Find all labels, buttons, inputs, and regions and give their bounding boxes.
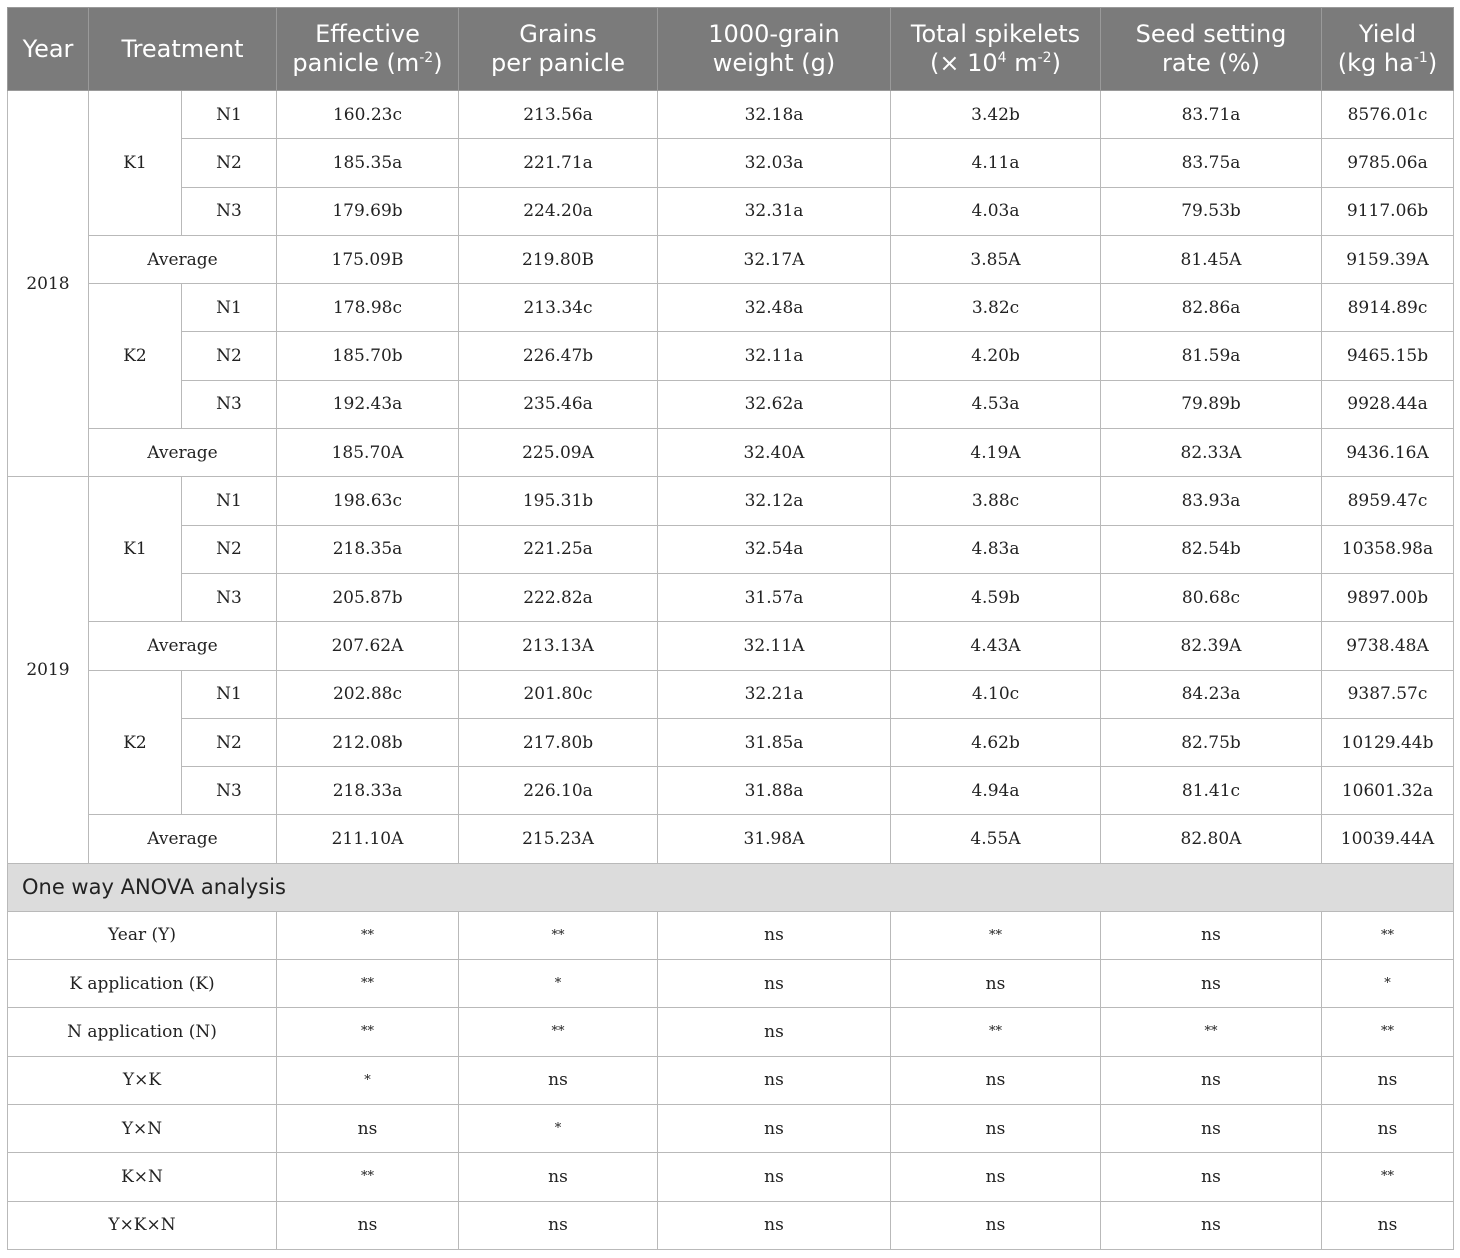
average-value-cell: 225.09A (459, 429, 658, 477)
header-year: Year (8, 8, 89, 91)
average-row (8, 815, 1454, 863)
table-row (8, 91, 1454, 139)
average-value-cell: 207.62A (277, 622, 459, 670)
value-cell: 213.34c (459, 284, 658, 332)
average-value-cell: 211.10A (277, 815, 459, 863)
value-cell: 32.12a (658, 477, 891, 525)
value-cell: 213.56a (459, 91, 658, 139)
value-cell: 4.03a (891, 187, 1101, 235)
table-row (8, 767, 1454, 815)
anova-significance-cell: ** (277, 911, 459, 959)
anova-significance-cell: ns (891, 1153, 1101, 1201)
value-cell: 3.88c (891, 477, 1101, 525)
average-label: Average (89, 235, 277, 283)
value-cell: 179.69b (277, 187, 459, 235)
value-cell: 3.82c (891, 284, 1101, 332)
average-row (8, 429, 1454, 477)
anova-row (8, 911, 1454, 959)
average-value-cell: 81.45A (1101, 235, 1322, 283)
anova-significance-cell: ns (658, 1201, 891, 1249)
n-level-cell: N2 (182, 525, 277, 573)
anova-significance-cell: ** (1322, 1153, 1454, 1201)
header-yield: Yield (kg $ha^{-1}$) (1322, 8, 1454, 91)
value-cell: 83.75a (1101, 139, 1322, 187)
value-cell: 226.47b (459, 332, 658, 380)
value-cell: 4.11a (891, 139, 1101, 187)
anova-significance-cell: ns (658, 1008, 891, 1056)
anova-significance-cell: ns (1101, 1056, 1322, 1104)
average-value-cell: 32.40A (658, 429, 891, 477)
table-header (8, 8, 1454, 91)
value-cell: 10129.44b (1322, 718, 1454, 766)
value-cell: 79.53b (1101, 187, 1322, 235)
value-cell: 10358.98a (1322, 525, 1454, 573)
anova-significance-cell: ns (1101, 1104, 1322, 1152)
average-value-cell: 4.43A (891, 622, 1101, 670)
average-value-cell: 3.85A (891, 235, 1101, 283)
value-cell: 81.59a (1101, 332, 1322, 380)
n-level-cell: N2 (182, 332, 277, 380)
value-cell: 4.94a (891, 767, 1101, 815)
value-cell: 4.62b (891, 718, 1101, 766)
header-effective-panicle: Effective panicle $(m^{-2})$ (277, 8, 459, 91)
anova-significance-cell: ns (1322, 1056, 1454, 1104)
n-level-cell: N3 (182, 767, 277, 815)
average-value-cell: 219.80B (459, 235, 658, 283)
value-cell: 224.20a (459, 187, 658, 235)
anova-row (8, 1153, 1454, 1201)
value-cell: 212.08b (277, 718, 459, 766)
year-cell: 2018 (8, 91, 89, 477)
n-level-cell: N3 (182, 573, 277, 621)
value-cell: 32.03a (658, 139, 891, 187)
k-level-cell: K2 (89, 670, 182, 815)
value-cell: 4.83a (891, 525, 1101, 573)
value-cell: 83.93a (1101, 477, 1322, 525)
table-row (8, 187, 1454, 235)
value-cell: 84.23a (1101, 670, 1322, 718)
anova-significance-cell: ns (658, 1104, 891, 1152)
value-cell: 32.11a (658, 332, 891, 380)
value-cell: 235.46a (459, 380, 658, 428)
average-value-cell: 185.70A (277, 429, 459, 477)
value-cell: 79.89b (1101, 380, 1322, 428)
value-cell: 9928.44a (1322, 380, 1454, 428)
value-cell: 82.75b (1101, 718, 1322, 766)
table-row (8, 670, 1454, 718)
n-level-cell: N1 (182, 284, 277, 332)
average-value-cell: 31.98A (658, 815, 891, 863)
anova-significance-cell: ns (277, 1104, 459, 1152)
table-row (8, 477, 1454, 525)
average-value-cell: 9738.48A (1322, 622, 1454, 670)
anova-row (8, 1008, 1454, 1056)
n-level-cell: N1 (182, 91, 277, 139)
anova-significance-cell: ns (277, 1201, 459, 1249)
table-row (8, 284, 1454, 332)
table-row (8, 525, 1454, 573)
average-value-cell: 32.11A (658, 622, 891, 670)
anova-significance-cell: * (459, 960, 658, 1008)
anova-factor-label: Y×K×N (8, 1201, 277, 1249)
value-cell: 4.53a (891, 380, 1101, 428)
anova-factor-label: Y×K (8, 1056, 277, 1104)
anova-significance-cell: ns (658, 960, 891, 1008)
average-value-cell: 215.23A (459, 815, 658, 863)
header-seed-setting-rate: Seed setting rate (%) (1101, 8, 1322, 91)
value-cell: 8914.89c (1322, 284, 1454, 332)
value-cell: 9387.57c (1322, 670, 1454, 718)
average-value-cell: 10039.44A (1322, 815, 1454, 863)
value-cell: 221.25a (459, 525, 658, 573)
value-cell: 3.42b (891, 91, 1101, 139)
value-cell: 192.43a (277, 380, 459, 428)
anova-significance-cell: ** (1322, 1008, 1454, 1056)
anova-significance-cell: ** (277, 960, 459, 1008)
average-label: Average (89, 815, 277, 863)
average-value-cell: 4.19A (891, 429, 1101, 477)
value-cell: 81.41c (1101, 767, 1322, 815)
average-row (8, 235, 1454, 283)
value-cell: 185.70b (277, 332, 459, 380)
anova-significance-cell: ns (891, 1104, 1101, 1152)
value-cell: 32.31a (658, 187, 891, 235)
average-value-cell: 9159.39A (1322, 235, 1454, 283)
anova-section-row (8, 863, 1454, 911)
anova-row (8, 1104, 1454, 1152)
average-label: Average (89, 622, 277, 670)
n-level-cell: N2 (182, 718, 277, 766)
value-cell: 226.10a (459, 767, 658, 815)
anova-significance-cell: ns (1101, 1153, 1322, 1201)
anova-significance-cell: * (277, 1056, 459, 1104)
average-value-cell: 82.80A (1101, 815, 1322, 863)
n-level-cell: N2 (182, 139, 277, 187)
anova-significance-cell: ns (1322, 1104, 1454, 1152)
value-cell: 217.80b (459, 718, 658, 766)
anova-significance-cell: ns (658, 911, 891, 959)
value-cell: 9465.15b (1322, 332, 1454, 380)
anova-row (8, 1056, 1454, 1104)
value-cell: 32.21a (658, 670, 891, 718)
value-cell: 9785.06a (1322, 139, 1454, 187)
value-cell: 4.20b (891, 332, 1101, 380)
anova-significance-cell: ** (1322, 911, 1454, 959)
average-value-cell: 32.17A (658, 235, 891, 283)
anova-significance-cell: ns (658, 1153, 891, 1201)
value-cell: 8576.01c (1322, 91, 1454, 139)
value-cell: 185.35a (277, 139, 459, 187)
value-cell: 195.31b (459, 477, 658, 525)
anova-factor-label: K×N (8, 1153, 277, 1201)
value-cell: 9897.00b (1322, 573, 1454, 621)
anova-significance-cell: ns (891, 1201, 1101, 1249)
value-cell: 202.88c (277, 670, 459, 718)
average-value-cell: 175.09B (277, 235, 459, 283)
average-value-cell: 213.13A (459, 622, 658, 670)
value-cell: 218.35a (277, 525, 459, 573)
table-row (8, 718, 1454, 766)
value-cell: 4.59b (891, 573, 1101, 621)
value-cell: 31.85a (658, 718, 891, 766)
header-grain-weight: 1000-grain weight (g) (658, 8, 891, 91)
value-cell: 205.87b (277, 573, 459, 621)
anova-significance-cell: * (1322, 960, 1454, 1008)
n-level-cell: N3 (182, 380, 277, 428)
average-value-cell: 9436.16A (1322, 429, 1454, 477)
header-total-spikelets: Total spikelets (× $10^4$ $m^{-2}$) (891, 8, 1101, 91)
anova-significance-cell: ns (891, 960, 1101, 1008)
anova-significance-cell: ns (1101, 911, 1322, 959)
anova-significance-cell: ** (277, 1153, 459, 1201)
value-cell: 32.62a (658, 380, 891, 428)
table-row (8, 573, 1454, 621)
value-cell: 4.10c (891, 670, 1101, 718)
k-level-cell: K1 (89, 477, 182, 622)
anova-row (8, 960, 1454, 1008)
anova-factor-label: N application (N) (8, 1008, 277, 1056)
anova-significance-cell: ** (891, 911, 1101, 959)
anova-row (8, 1201, 1454, 1249)
average-value-cell: 4.55A (891, 815, 1101, 863)
value-cell: 80.68c (1101, 573, 1322, 621)
anova-significance-cell: ns (658, 1056, 891, 1104)
anova-significance-cell: ns (891, 1056, 1101, 1104)
anova-significance-cell: ** (1101, 1008, 1322, 1056)
k-level-cell: K1 (89, 91, 182, 236)
anova-section-title: One way ANOVA analysis (8, 863, 1454, 911)
n-level-cell: N1 (182, 477, 277, 525)
value-cell: 222.82a (459, 573, 658, 621)
anova-significance-cell: ** (459, 911, 658, 959)
header-treatment: Treatment (89, 8, 277, 91)
average-value-cell: 82.39A (1101, 622, 1322, 670)
anova-significance-cell: ** (891, 1008, 1101, 1056)
value-cell: 198.63c (277, 477, 459, 525)
value-cell: 83.71a (1101, 91, 1322, 139)
anova-significance-cell: * (459, 1104, 658, 1152)
anova-factor-label: K application (K) (8, 960, 277, 1008)
value-cell: 32.18a (658, 91, 891, 139)
average-label: Average (89, 429, 277, 477)
average-value-cell: 82.33A (1101, 429, 1322, 477)
value-cell: 31.88a (658, 767, 891, 815)
value-cell: 31.57a (658, 573, 891, 621)
value-cell: 178.98c (277, 284, 459, 332)
average-row (8, 622, 1454, 670)
value-cell: 221.71a (459, 139, 658, 187)
anova-significance-cell: ns (1101, 1201, 1322, 1249)
value-cell: 8959.47c (1322, 477, 1454, 525)
anova-significance-cell: ns (459, 1056, 658, 1104)
table-body (8, 91, 1454, 1250)
value-cell: 82.54b (1101, 525, 1322, 573)
value-cell: 10601.32a (1322, 767, 1454, 815)
anova-significance-cell: ** (459, 1008, 658, 1056)
anova-factor-label: Year (Y) (8, 911, 277, 959)
value-cell: 32.54a (658, 525, 891, 573)
anova-significance-cell: ns (1101, 960, 1322, 1008)
table-row (8, 332, 1454, 380)
n-level-cell: N3 (182, 187, 277, 235)
table-row (8, 139, 1454, 187)
value-cell: 82.86a (1101, 284, 1322, 332)
value-cell: 201.80c (459, 670, 658, 718)
yield-components-table (7, 7, 1454, 1250)
table-row (8, 380, 1454, 428)
value-cell: 9117.06b (1322, 187, 1454, 235)
anova-significance-cell: ns (1322, 1201, 1454, 1249)
anova-significance-cell: ns (459, 1153, 658, 1201)
anova-factor-label: Y×N (8, 1104, 277, 1152)
value-cell: 32.48a (658, 284, 891, 332)
k-level-cell: K2 (89, 284, 182, 429)
header-grains-per-panicle: Grains per panicle (459, 8, 658, 91)
value-cell: 160.23c (277, 91, 459, 139)
year-cell: 2019 (8, 477, 89, 863)
value-cell: 218.33a (277, 767, 459, 815)
anova-significance-cell: ** (277, 1008, 459, 1056)
n-level-cell: N1 (182, 670, 277, 718)
anova-significance-cell: ns (459, 1201, 658, 1249)
